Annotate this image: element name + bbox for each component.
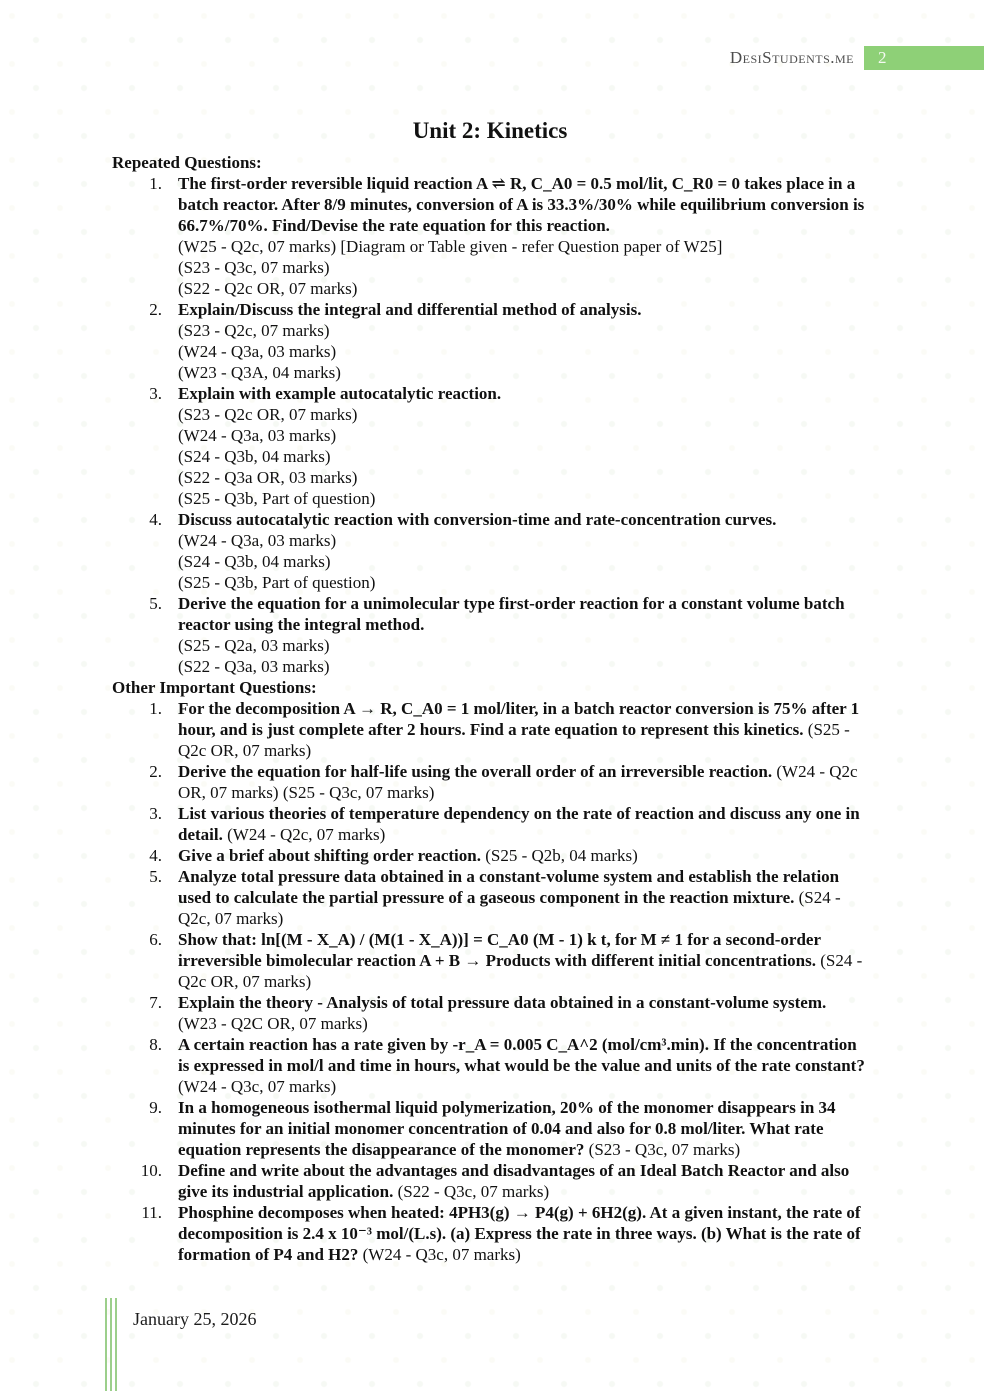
marks-line: (W24 - Q3a, 03 marks) — [178, 531, 337, 550]
question-text: Explain/Discuss the integral and differential method of analysis. — [178, 300, 642, 319]
question-item — [112, 173, 868, 299]
marks-line: (S22 - Q3a, 03 marks) — [178, 657, 330, 676]
repeated-questions-list — [112, 173, 868, 677]
question-item — [112, 992, 868, 1034]
question-item — [112, 929, 868, 992]
other-important-questions-list — [112, 698, 868, 1265]
question-flow — [178, 698, 868, 761]
marks-line: (S22 - Q3a OR, 03 marks) — [178, 468, 358, 487]
marks-line: (S25 - Q3b, Part of question) — [178, 573, 376, 592]
question-number: 7. — [149, 993, 162, 1012]
question-item — [112, 1097, 868, 1160]
footer-rule-lines — [105, 1298, 120, 1391]
question-number: 1. — [149, 699, 162, 718]
question-text: Explain the theory - Analysis of total pressure data obtained in a constant-volume system. — [178, 993, 827, 1012]
page-number: 2 — [878, 48, 887, 67]
question-number: 4. — [149, 846, 162, 865]
question-number: 5. — [149, 867, 162, 886]
question-flow — [178, 929, 868, 992]
question-marks: (W23 - Q2C OR, 07 marks) — [178, 1014, 368, 1033]
question-item — [112, 698, 868, 761]
page-title: Unit 2: Kinetics — [412, 118, 568, 143]
question-flow — [178, 803, 868, 845]
question-text: In a homogeneous isothermal liquid polymerization, 20% of the monomer disappears in 34 minutes for an initial monomer concentration of 0.04 and also for 0.8 mol/liter. What rate equation represents the disappearance of the monomer? — [178, 1098, 836, 1159]
marks-line: (W25 - Q2c, 07 marks) [Diagram or Table given - refer Question paper of W25] — [178, 237, 723, 256]
question-flow — [178, 992, 868, 1034]
marks-line: (S24 - Q3b, 04 marks) — [178, 447, 331, 466]
document-body — [112, 117, 868, 1265]
marks-line: (S23 - Q2c OR, 07 marks) — [178, 405, 358, 424]
question-number: 5. — [149, 594, 162, 613]
question-number: 3. — [149, 384, 162, 403]
question-flow — [178, 845, 868, 866]
question-text: Define and write about the advantages and disadvantages of an Ideal Batch Reactor and also give its industrial application. — [178, 1161, 850, 1201]
marks-line: (S25 - Q2a, 03 marks) — [178, 636, 330, 655]
page-number-badge — [864, 46, 984, 70]
question-number: 4. — [149, 510, 162, 529]
question-marks: (S24 - Q2c, 07 marks) — [178, 888, 841, 928]
question-item — [112, 299, 868, 383]
question-number: 2. — [149, 300, 162, 319]
question-text: List various theories of temperature dependency on the rate of reaction and discuss any one in detail. — [178, 804, 860, 844]
marks-line: (W24 - Q3a, 03 marks) — [178, 342, 337, 361]
question-text: The first-order reversible liquid reaction A ⇌ R, C_A0 = 0.5 mol/lit, C_R0 = 0 takes place in a batch reactor. After 8/9 minutes, conversion of A is 33.3%/30% while equilibrium conversion is 66.7%/70%. Find/Devise the rate equation for this reaction. — [178, 174, 865, 235]
question-text: Give a brief about shifting order reaction. — [178, 846, 481, 865]
question-item — [112, 1202, 868, 1265]
question-number: 9. — [149, 1098, 162, 1117]
site-name: DesiStudents.me — [729, 48, 854, 67]
question-marks: (W24 - Q3c, 07 marks) — [362, 1245, 521, 1264]
question-flow — [178, 1097, 868, 1160]
marks-line: (S25 - Q3b, Part of question) — [178, 489, 376, 508]
question-item — [112, 509, 868, 593]
question-text: Show that: ln[(M - X_A) / (M(1 - X_A))] = C_A0 (M - 1) k t, for M ≠ 1 for a second-order irreversible bimolecular reaction A + B → Products with different initial concentrations. — [178, 930, 821, 970]
question-marks: (S23 - Q3c, 07 marks) — [588, 1140, 741, 1159]
question-flow — [178, 1202, 868, 1265]
question-text: For the decomposition A → R, C_A0 = 1 mol/liter, in a batch reactor conversion is 75% after 1 hour, and is just complete after 2 hours. Find a rate equation to represent this kinetics. — [178, 699, 860, 739]
question-item — [112, 1034, 868, 1097]
question-item — [112, 761, 868, 803]
question-flow — [178, 1034, 868, 1097]
question-text: Derive the equation for a unimolecular type first-order reaction for a constant volume batch reactor using the integral method. — [178, 594, 845, 634]
question-number: 11. — [141, 1203, 162, 1222]
question-item — [112, 803, 868, 845]
question-flow — [178, 1160, 868, 1202]
question-number: 8. — [149, 1035, 162, 1054]
marks-line: (S23 - Q2c, 07 marks) — [178, 321, 330, 340]
footer-date: January 25, 2026 — [133, 1309, 257, 1329]
question-marks: (W24 - Q2c, 07 marks) — [227, 825, 386, 844]
question-text: Explain with example autocatalytic reaction. — [178, 384, 502, 403]
question-marks: (W24 - Q3c, 07 marks) — [178, 1077, 337, 1096]
question-item — [112, 866, 868, 929]
question-marks: (S25 - Q2b, 04 marks) — [485, 846, 638, 865]
question-marks: (S24 - Q2c OR, 07 marks) — [178, 951, 863, 991]
section-heading-repeated: Repeated Questions: — [112, 153, 262, 172]
marks-line: (S23 - Q3c, 07 marks) — [178, 258, 330, 277]
marks-line: (S22 - Q2c OR, 07 marks) — [178, 279, 358, 298]
question-text: A certain reaction has a rate given by -r_A = 0.005 C_A^2 (mol/cm³.min). If the concentration is expressed in mol/l and time in hours, what would be the value and units of the rate constant? — [178, 1035, 865, 1075]
question-item — [112, 845, 868, 866]
section-heading-other-important: Other Important Questions: — [112, 678, 317, 697]
question-number: 6. — [149, 930, 162, 949]
question-number: 1. — [149, 174, 162, 193]
page-header — [0, 46, 984, 70]
question-marks: (W24 - Q2c OR, 07 marks) (S25 - Q3c, 07 marks) — [178, 762, 858, 802]
question-item — [112, 593, 868, 677]
question-number: 10. — [140, 1161, 162, 1180]
question-text: Phosphine decomposes when heated: 4PH3(g) → P4(g) + 6H2(g). At a given instant, the rate of decomposition is 2.4 x 10⁻³ mol/(L.s). (a) Express the rate in three ways. (b) What is the rate of formation of P4 and H2? — [178, 1203, 861, 1264]
marks-line: (W23 - Q3A, 04 marks) — [178, 363, 341, 382]
question-flow — [178, 761, 868, 803]
question-text: Derive the equation for half-life using the overall order of an irreversible reaction. — [178, 762, 773, 781]
question-marks: (S25 - Q2c OR, 07 marks) — [178, 720, 850, 760]
question-text: Analyze total pressure data obtained in a constant-volume system and establish the relation used to calculate the partial pressure of a gaseous component in the reaction mixture. — [178, 867, 840, 907]
question-text: Discuss autocatalytic reaction with conversion-time and rate-concentration curves. — [178, 510, 777, 529]
question-number: 2. — [149, 762, 162, 781]
marks-line: (S24 - Q3b, 04 marks) — [178, 552, 331, 571]
question-number: 3. — [149, 804, 162, 823]
question-item — [112, 383, 868, 509]
question-marks: (S22 - Q3c, 07 marks) — [397, 1182, 550, 1201]
marks-line: (W24 - Q3a, 03 marks) — [178, 426, 337, 445]
question-flow — [178, 866, 868, 929]
question-item — [112, 1160, 868, 1202]
